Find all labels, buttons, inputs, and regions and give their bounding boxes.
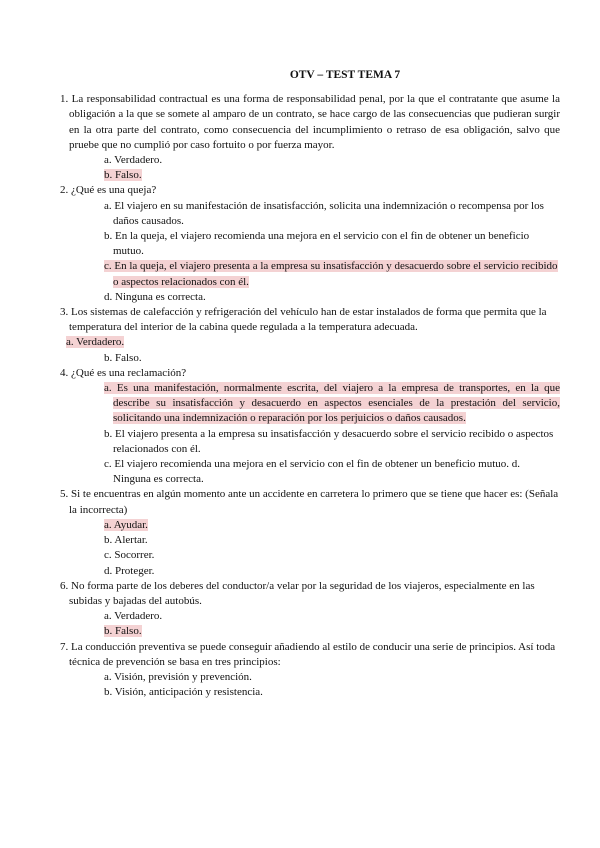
question-7: 7. La conducción preventiva se puede conseguir añadiendo al estilo de conducir una serie de principios. Así toda técnica de prevención se basa en tres principios: bbox=[60, 640, 556, 668]
q6-correct-highlight: b. Falso. bbox=[104, 625, 142, 638]
q7-option-b: b. Visión, anticipación y resistencia. bbox=[104, 686, 263, 699]
q6-option-b bbox=[104, 624, 560, 639]
q3-option-b: b. Falso. bbox=[104, 351, 142, 364]
q6-option-a: a. Verdadero. bbox=[104, 610, 163, 623]
q2-option-c bbox=[104, 259, 560, 289]
question-4: 4. ¿Qué es una reclamación? bbox=[60, 366, 187, 379]
q5-option-d: d. Proteger. bbox=[104, 564, 155, 577]
q3-option-a bbox=[66, 335, 560, 350]
page-title: OTV – TEST TEMA 7 bbox=[289, 69, 401, 81]
q5-option-c: c. Socorrer. bbox=[104, 549, 155, 562]
question-3: 3. Los sistemas de calefacción y refrigeración del vehículo han de estar instalados de forma que permita que la temperatura del interior de la cabina quede regulada a la temperatura adecuada. bbox=[60, 306, 547, 334]
q2-option-a: a. El viajero en su manifestación de insatisfacción, solicita una indemnización o recompensa por los daños causados. bbox=[104, 199, 544, 227]
q5-correct-highlight: a. Ayudar. bbox=[104, 518, 148, 531]
question-6: 6. No forma parte de los deberes del conductor/a velar por la seguridad de los viajeros, especialmente en las subidas y bajadas del autobús. bbox=[60, 579, 535, 607]
q7-option-a: a. Visión, previsión y prevención. bbox=[104, 670, 252, 683]
q5-option-b: b. Alertar. bbox=[104, 534, 148, 547]
q1-option-a: a. Verdadero. bbox=[104, 154, 163, 167]
q5-option-a bbox=[104, 518, 560, 533]
q4-option-c: c. El viajero recomienda una mejora en el servicio con el fin de obtener un beneficio mutuo. d. Ninguna es correcta. bbox=[104, 458, 521, 486]
q4-option-a bbox=[104, 381, 560, 427]
q4-option-b: b. El viajero presenta a la empresa su insatisfacción y desacuerdo sobre el servicio recibido o aspectos relacionados con él. bbox=[104, 427, 554, 455]
q3-correct-highlight: a. Verdadero. bbox=[66, 336, 125, 349]
q2-option-d: d. Ninguna es correcta. bbox=[104, 290, 206, 303]
q1-correct-highlight: b. Falso. bbox=[104, 169, 142, 182]
question-5: 5. Si te encuentras en algún momento ante un accidente en carretera lo primero que se tiene que hacer es: (Señala la incorrecta) bbox=[60, 488, 559, 516]
question-2: 2. ¿Qué es una queja? bbox=[60, 184, 157, 197]
question-1: 1. La responsabilidad contractual es una forma de responsabilidad penal, por la que el contratante que asume la obligación a la que se somete al amparo de un contrato, se hace cargo de las consecuencias que pudieran surgir en la otra parte del contrato, como consecuencia del incumplimiento o retraso de esa obligación, salvo que pruebe que no cumplió por caso fortuito o por fuerza mayor. bbox=[60, 93, 560, 151]
q2-correct-highlight: c. En la queja, el viajero presenta a la empresa su insatisfacción y desacuerdo sobre el servicio recibido o aspectos relacionados con él. bbox=[104, 260, 558, 288]
q4-correct-highlight: a. Es una manifestación, normalmente escrita, del viajero a la empresa de transportes, en la que describe su insatisfacción y desacuerdo en aspectos esenciales de la prestación del servicio, solicitando una indemnización o reparación por los perjuicios o daños causados. bbox=[104, 382, 560, 425]
q2-option-b: b. En la queja, el viajero recomienda una mejora en el servicio con el fin de obtener un beneficio mutuo. bbox=[104, 230, 530, 258]
q1-option-b bbox=[104, 168, 560, 183]
